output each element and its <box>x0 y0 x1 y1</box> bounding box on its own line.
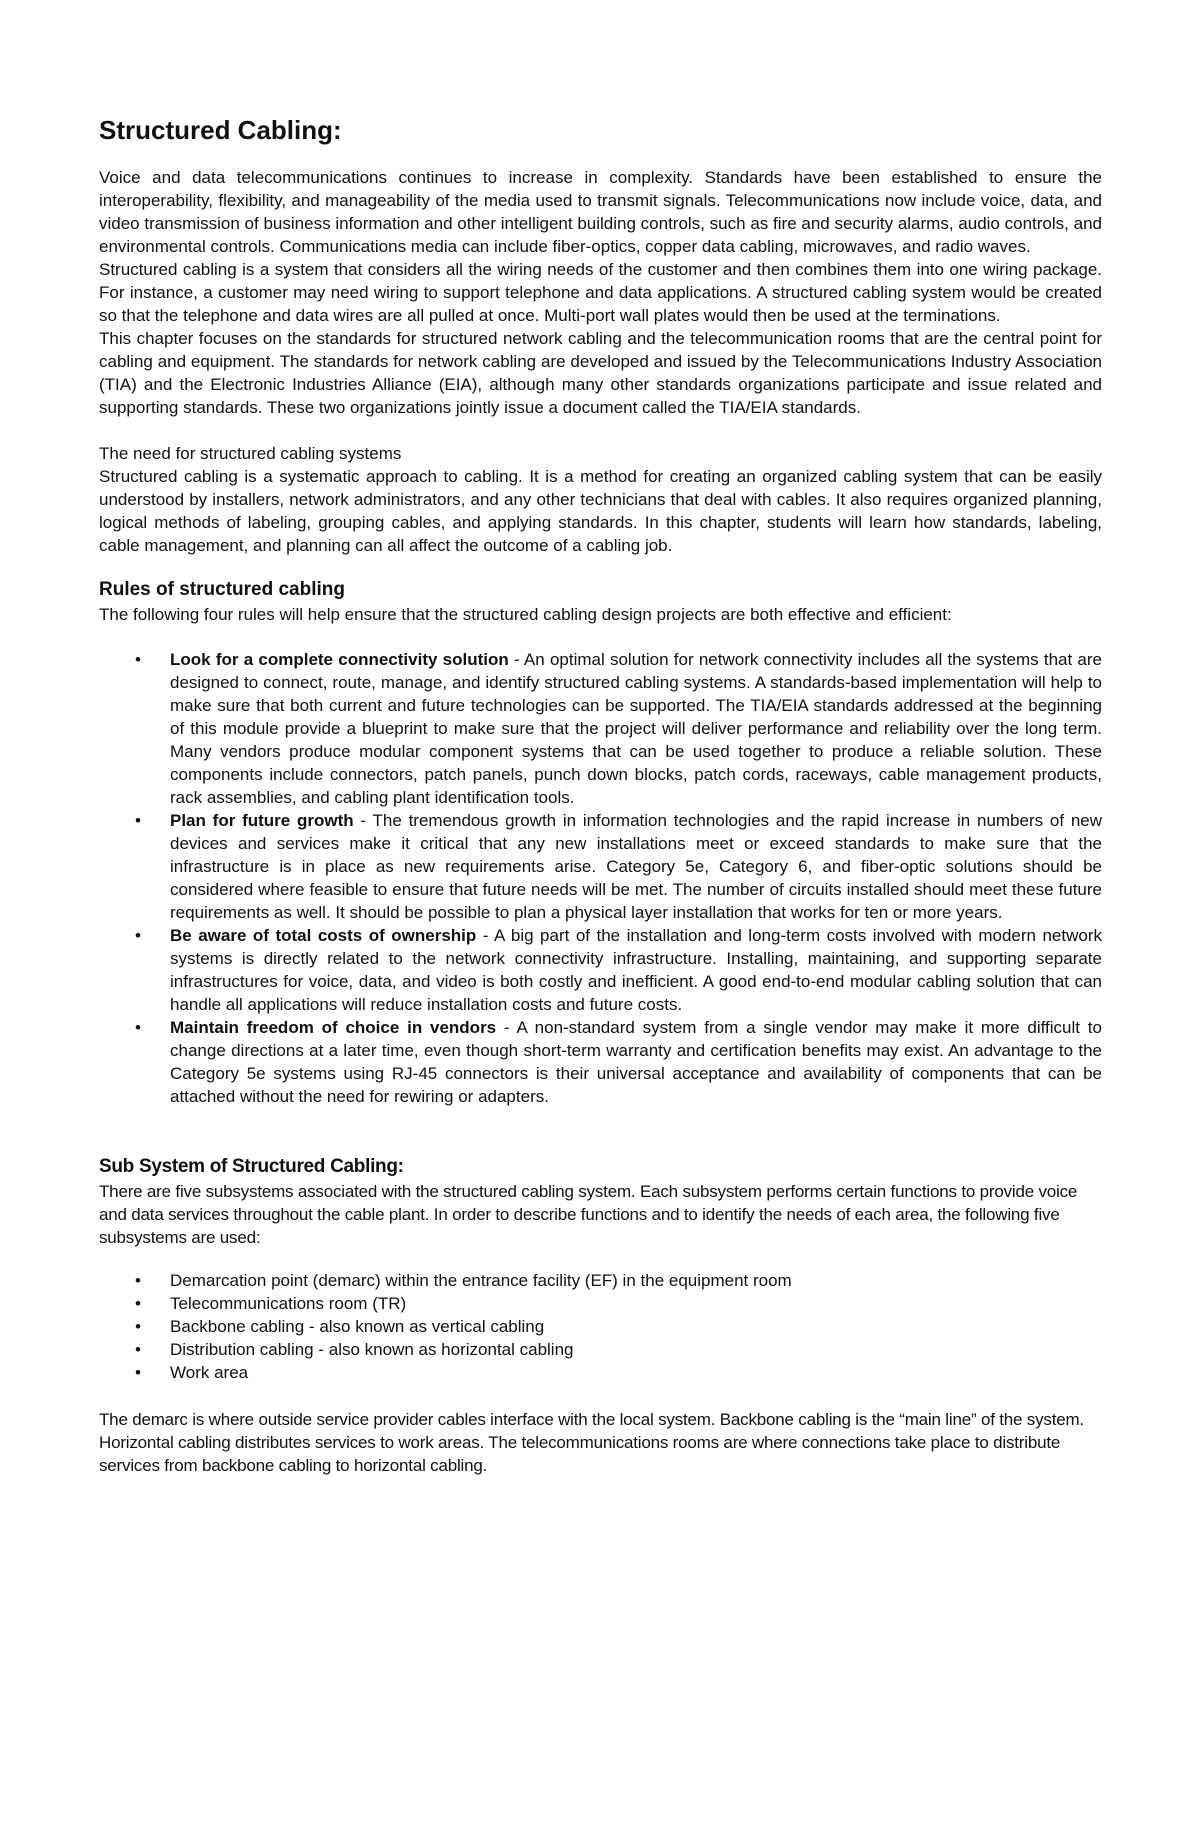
subsystem-item: Distribution cabling - also known as horizontal cabling <box>170 1340 574 1359</box>
rules-intro: The following four rules will help ensure that the structured cabling design projects are both effective and efficient: <box>99 605 952 624</box>
rule-text: - A big part of the installation and long-term costs involved with modern network systems is directly related to the network connectivity infrastructure. Installing, maintaining, and supporting separate infrastructures for voice, data, and video is both costly and inefficient. A good end-to-end modular cabling solution that can handle all applications will reduce installation costs and future costs. <box>170 926 1102 1014</box>
need-heading: The need for structured cabling systems <box>99 444 402 463</box>
rule-text: - An optimal solution for network connectivity includes all the systems that are designed to connect, route, manage, and identify structured cabling systems. A standards-based implementation will help to make sure that both current and future technologies can be supported. The TIA/EIA standards addressed at the beginning of this module provide a blueprint to make sure that the project will deliver performance and reliability over the long term. Many vendors produce modular component systems that can be used together to produce a reliable solution. These components include connectors, patch panels, punch down blocks, patch cords, raceways, cable management products, rack assemblies, and cabling plant identification tools. <box>170 650 1103 807</box>
list-item <box>99 1292 1102 1315</box>
rule-lead: Maintain freedom of choice in vendors <box>170 1018 497 1037</box>
rule-text: - The tremendous growth in information technologies and the rapid increase in numbers of new devices and services make it critical that any new installations meet or exceed standards to make sure that the infrastructure is in place as new requirements arise. Category 5e, Category 6, and fiber-optic solutions should be considered where feasible to ensure that future needs will be met. The number of circuits installed should meet these future requirements as well. It should be possible to plan a physical layer installation that works for ten or more years. <box>170 811 1103 922</box>
subsystem-heading: Sub System of Structured Cabling: <box>99 1156 404 1177</box>
rule-lead: Be aware of total costs of ownership <box>170 926 477 945</box>
bullet-icon: • <box>135 1317 141 1336</box>
subsystem-closing: The demarc is where outside service provider cables interface with the local system. Backbone cabling is the “main line” of the system. Horizontal cabling distributes services to work areas. The telecommunications rooms are where connections take place to distribute services from backbone cabling to horizontal cabling. <box>99 1410 1084 1475</box>
bullet-icon: • <box>135 1363 141 1382</box>
subsystem-item: Work area <box>170 1363 249 1382</box>
list-item <box>99 1269 1102 1292</box>
bullet-icon: • <box>135 1271 141 1290</box>
list-item <box>99 1361 1102 1384</box>
spacer <box>99 1384 1102 1408</box>
rule-text: - A non-standard system from a single vendor may make it more difficult to change directions at a later time, even though short-term warranty and certification benefits may exist. An advantage to the Category 5e systems using RJ-45 connectors is their universal acceptance and availability of components that can be attached without the need for rewiring or adapters. <box>170 1018 1102 1106</box>
page-content <box>99 112 1102 1477</box>
rules-heading: Rules of structured cabling <box>99 579 345 600</box>
need-body: Structured cabling is a systematic approach to cabling. It is a method for creating an organized cabling system that can be easily understood by installers, network administrators, and any other technicians that deal with cables. It also requires organized planning, logical methods of labeling, grouping cables, and applying standards. In this chapter, students will learn how standards, labeling, cable management, and planning can all affect the outcome of a cabling job. <box>99 467 1102 555</box>
spacer <box>99 626 1102 648</box>
rule-lead: Look for a complete connectivity solution <box>170 650 509 669</box>
list-item <box>99 1338 1102 1361</box>
rules-list <box>99 648 1102 1108</box>
bullet-icon: • <box>135 1294 141 1313</box>
bullet-icon: • <box>135 811 141 830</box>
subsystem-item: Demarcation point (demarc) within the entrance facility (EF) in the equipment room <box>170 1271 792 1290</box>
spacer <box>99 419 1102 442</box>
rule-lead: Plan for future growth <box>170 811 354 830</box>
intro-paragraph-3: This chapter focuses on the standards for structured network cabling and the telecommunication rooms that are the central point for cabling and equipment. The standards for network cabling are developed and issued by the Telecommunications Industry Association (TIA) and the Electronic Industries Alliance (EIA), although many other standards organizations participate and issue related and supporting standards. These two organizations jointly issue a document called the TIA/EIA standards. <box>99 329 1102 417</box>
spacer <box>99 1249 1102 1269</box>
spacer <box>99 557 1102 577</box>
intro-paragraph-2: Structured cabling is a system that considers all the wiring needs of the customer and then combines them into one wiring package. For instance, a customer may need wiring to support telephone and data applications. A structured cabling system would be created so that the telephone and data wires are all pulled at once. Multi-port wall plates would then be used at the terminations. <box>99 260 1102 325</box>
bullet-icon: • <box>135 1340 141 1359</box>
subsystem-list <box>99 1269 1102 1384</box>
list-item <box>99 809 1102 924</box>
page-title: Structured Cabling: <box>99 115 342 145</box>
list-item <box>99 1016 1102 1108</box>
list-item <box>99 1315 1102 1338</box>
spacer <box>99 1108 1102 1154</box>
subsystem-item: Telecommunications room (TR) <box>170 1294 407 1313</box>
subsystem-item: Backbone cabling - also known as vertical cabling <box>170 1317 545 1336</box>
list-item <box>99 924 1102 1016</box>
list-item <box>99 648 1102 809</box>
bullet-icon: • <box>135 650 141 669</box>
bullet-icon: • <box>135 1018 141 1037</box>
intro-paragraph-1: Voice and data telecommunications continues to increase in complexity. Standards have been established to ensure the interoperability, flexibility, and manageability of the media used to transmit signals. Telecommunications now include voice, data, and video transmission of business information and other intelligent building controls, such as fire and security alarms, audio controls, and environmental controls. Communications media can include fiber-optics, copper data cabling, microwaves, and radio waves. <box>99 168 1102 256</box>
bullet-icon: • <box>135 926 141 945</box>
subsystem-intro: There are five subsystems associated with the structured cabling system. Each subsystem performs certain functions to provide voice and data services throughout the cable plant. In order to describe functions and to identify the needs of each area, the following five subsystems are used: <box>99 1182 1078 1247</box>
